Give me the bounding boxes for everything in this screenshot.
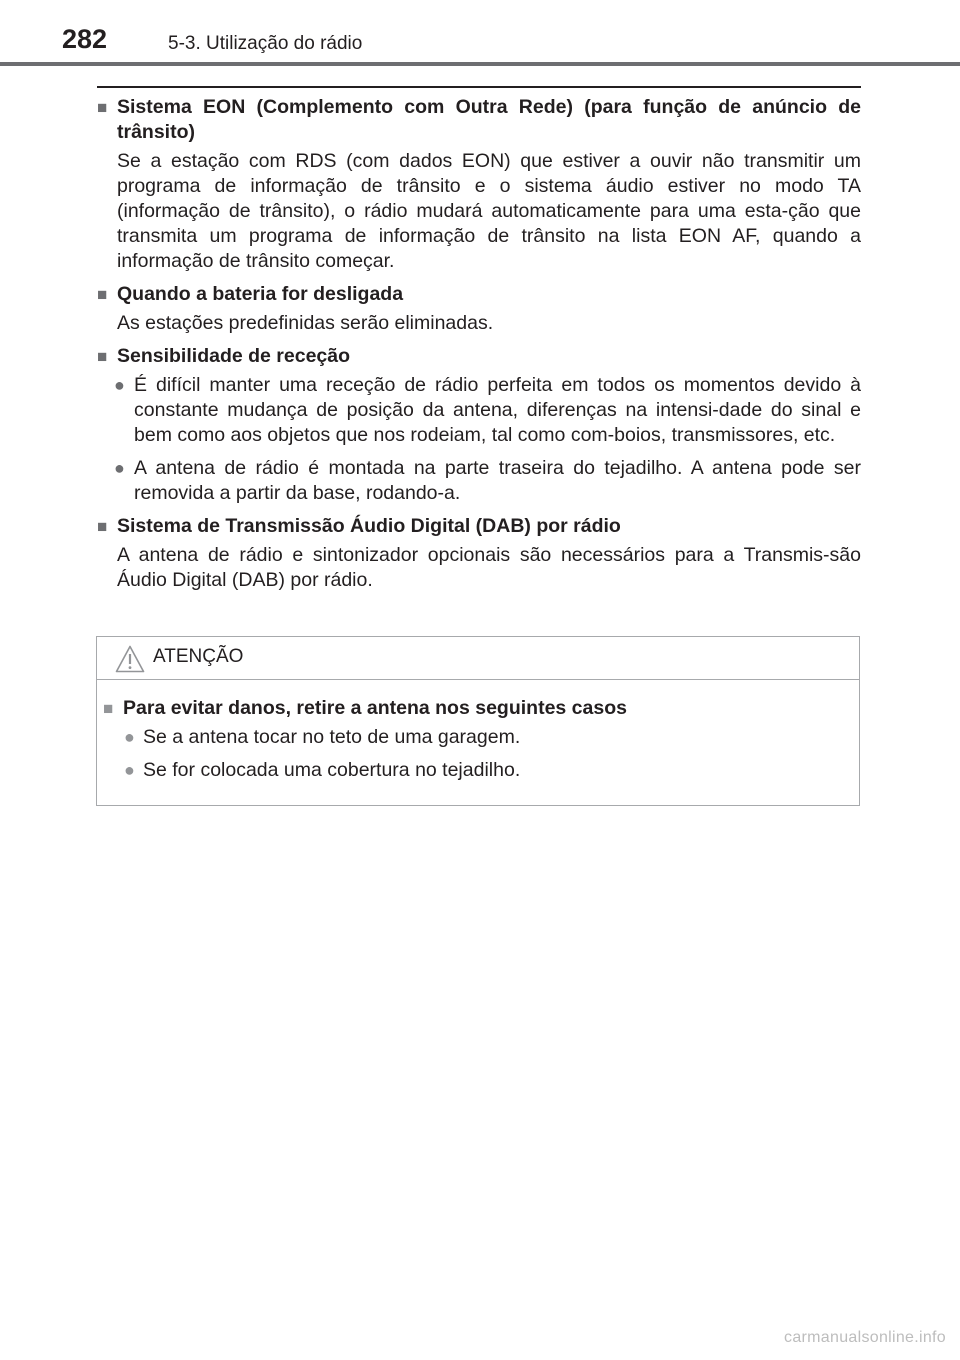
section-title-battery: ■ Quando a bateria for desligada [97, 283, 404, 305]
warning-label: ATENÇÃO [153, 646, 244, 667]
round-bullet-icon: ● [114, 375, 125, 395]
list-item: ● Se a antena tocar no teto de uma garagem. [124, 726, 521, 748]
round-bullet-icon: ● [114, 458, 125, 478]
content-top-rule [97, 86, 861, 88]
list-item: ● A antena de rádio é montada na parte traseira do tejadilho. A antena pode ser removida a partir da base, rodando-a. [114, 457, 861, 504]
square-bullet-icon: ■ [103, 699, 114, 718]
section-body-battery: As estações predefinidas serão eliminadas. [117, 312, 494, 334]
square-bullet-icon: ■ [97, 98, 108, 117]
square-bullet-icon: ■ [97, 517, 108, 536]
warning-body [97, 680, 859, 783]
list-item: ● Se for colocada uma cobertura no tejadilho. [124, 759, 521, 781]
section-body-dab: A antena de rádio e sintonizador opcionais são necessários para a Transmis-são Áudio Digital (DAB) por rádio. [117, 544, 861, 591]
warning-title: ■ Para evitar danos, retire a antena nos seguintes casos [103, 697, 627, 719]
section-title-eon: ■ Sistema EON (Complemento com Outra Rede) (para função de anúncio de trânsito) [97, 96, 861, 143]
round-bullet-icon: ● [124, 727, 135, 747]
section-title-sensitivity: ■ Sensibilidade de receção [97, 345, 351, 367]
section-body-eon: Se a estação com RDS (com dados EON) que estiver a ouvir não transmitir um programa de informação de trânsito e o sistema áudio estiver no modo TA (informação de trânsito), o rádio mudará automaticamente para uma esta-ção que transmita um programa de informação de trânsito na lista EON AF, quando a informação de trânsito começar. [117, 150, 861, 272]
chapter-title: 5-3. Utilização do rádio [168, 33, 363, 54]
header-rule [0, 62, 960, 66]
section-title-dab: ■ Sistema de Transmissão Áudio Digital (DAB) por rádio [97, 515, 621, 537]
square-bullet-icon: ■ [97, 347, 108, 366]
page-number: 282 [62, 24, 108, 54]
warning-header [97, 637, 859, 680]
warning-triangle-icon [115, 645, 145, 678]
square-bullet-icon: ■ [97, 285, 108, 304]
content [97, 95, 861, 593]
list-item: ● É difícil manter uma receção de rádio perfeita em todos os momentos devido à constante mudança de posição da antena, diferenças na intensi-dade do sinal e bem como aos objetos que nos rodeiam, tal como com-boios, transmissores, etc. [114, 374, 861, 446]
watermark: carmanualsonline.info [784, 1329, 946, 1346]
round-bullet-icon: ● [124, 760, 135, 780]
warning-box [96, 636, 860, 806]
